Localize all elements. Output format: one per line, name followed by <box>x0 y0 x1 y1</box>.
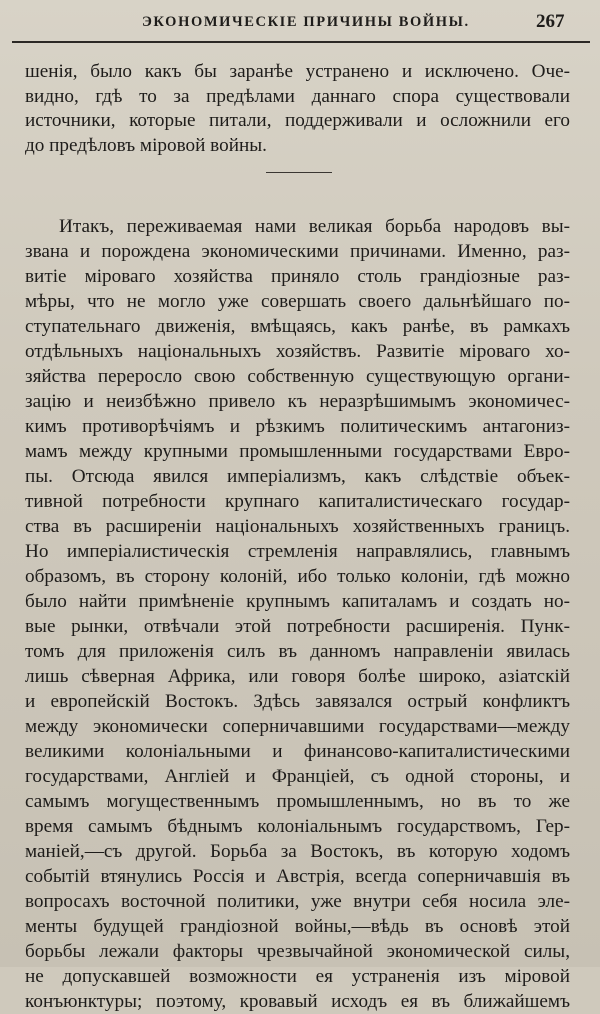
text-line: мѣры, что не могло уже совершать своего дальнѣйшаго по- <box>25 291 570 312</box>
text-line: не допускавшей возможности ея устраненія изъ міровой <box>25 966 570 987</box>
text-line: менты будущей грандіозной войны,—вѣдь въ основѣ этой <box>25 916 570 937</box>
header-rule <box>12 41 590 43</box>
text-line: Итакъ, переживаемая нами великая борьба народовъ вы- <box>59 216 570 237</box>
text-line: образомъ, въ сторону колоній, ибо только колоніи, гдѣ можно <box>25 566 570 587</box>
text-line: лишь сѣверная Африка, или говоря болѣе широко, азіатскій <box>25 666 570 687</box>
paragraph-main <box>25 214 570 1014</box>
text-line: витіе міроваго хозяйства приняло столь грандіозные раз- <box>25 266 570 287</box>
text-line: было найти примѣненіе крупнымъ капиталамъ и создать но- <box>25 591 570 612</box>
text-line: между экономически соперничавшими государствами—между <box>25 716 570 737</box>
text-line: время самымъ бѣднымъ колоніальнымъ государствомъ, Гер- <box>25 816 570 837</box>
text-line: источники, которые питали, поддерживали и осложнили его <box>25 110 570 131</box>
text-line: великими колоніальными и финансово-капиталистическими <box>25 741 570 762</box>
text-line: вопросахъ восточной политики, уже внутри себя носила эле- <box>25 891 570 912</box>
text-line: государствами, Англіей и Франціей, съ одной стороны, и <box>25 766 570 787</box>
text-line: зацію и неизбѣжно привело къ неразрѣшимымъ экономичес- <box>25 391 570 412</box>
text-line: шенія, было какъ бы заранѣе устранено и исключено. Оче- <box>25 61 570 82</box>
text-line: видно, гдѣ то за предѣлами даннаго спора существовали <box>25 85 570 107</box>
page-number: 267 <box>536 11 565 32</box>
text-line: событій втянулись Россія и Австрія, всегда соперничавшія въ <box>25 866 570 887</box>
text-line: тивной потребности крупнаго капиталистическаго государ- <box>25 491 570 512</box>
text-line: вые рынки, отвѣчали этой потребности расширенія. Пунк- <box>25 616 570 637</box>
text-line: кимъ противорѣчіямъ и рѣзкимъ политическимъ антагониз- <box>25 416 570 437</box>
text-line: самымъ могущественнымъ промышленнымъ, но въ то же <box>25 791 570 812</box>
text-line: зяйства переросло свою собственную существующую органи- <box>25 366 570 387</box>
section-divider <box>266 172 332 173</box>
text-line: ступательнаго движенія, вмѣщаясь, какъ ранѣе, въ рамкахъ <box>25 316 570 337</box>
text-line: пы. Отсюда явился имперіализмъ, какъ слѣдствіе объек- <box>25 466 570 487</box>
text-line: маніей,—съ другой. Борьба за Востокъ, въ которую ходомъ <box>25 841 570 862</box>
text-line: и европейскій Востокъ. Здѣсь завязался острый конфликтъ <box>25 691 570 712</box>
text-line: ства въ расширеніи національныхъ хозяйственныхъ границъ. <box>25 516 570 537</box>
running-title: ЭКОНОМИЧЕСКІЕ ПРИЧИНЫ ВОЙНЫ. <box>142 14 470 30</box>
text-line: до предѣловъ міровой войны. <box>25 134 267 156</box>
page-header <box>0 0 600 44</box>
text-line: конъюнктуры; поэтому, кровавый исходъ ея въ ближайшемъ <box>25 991 570 1012</box>
text-line: мамъ между крупными промышленными государствами Евро- <box>25 441 570 462</box>
text-line: отдѣльныхъ національныхъ хозяйствъ. Развитіе міроваго хо- <box>25 341 570 362</box>
text-line: томъ для приложенія силъ въ данномъ направленіи явилась <box>25 641 570 662</box>
text-line: звана и порождена экономическими причинами. Именно, раз- <box>25 241 570 262</box>
text-line: Но имперіалистическія стремленія направлялись, главнымъ <box>25 541 570 562</box>
paragraph-continuation <box>25 60 570 158</box>
text-line: борьбы лежали факторы чрезвычайной экономической силы, <box>25 941 570 962</box>
